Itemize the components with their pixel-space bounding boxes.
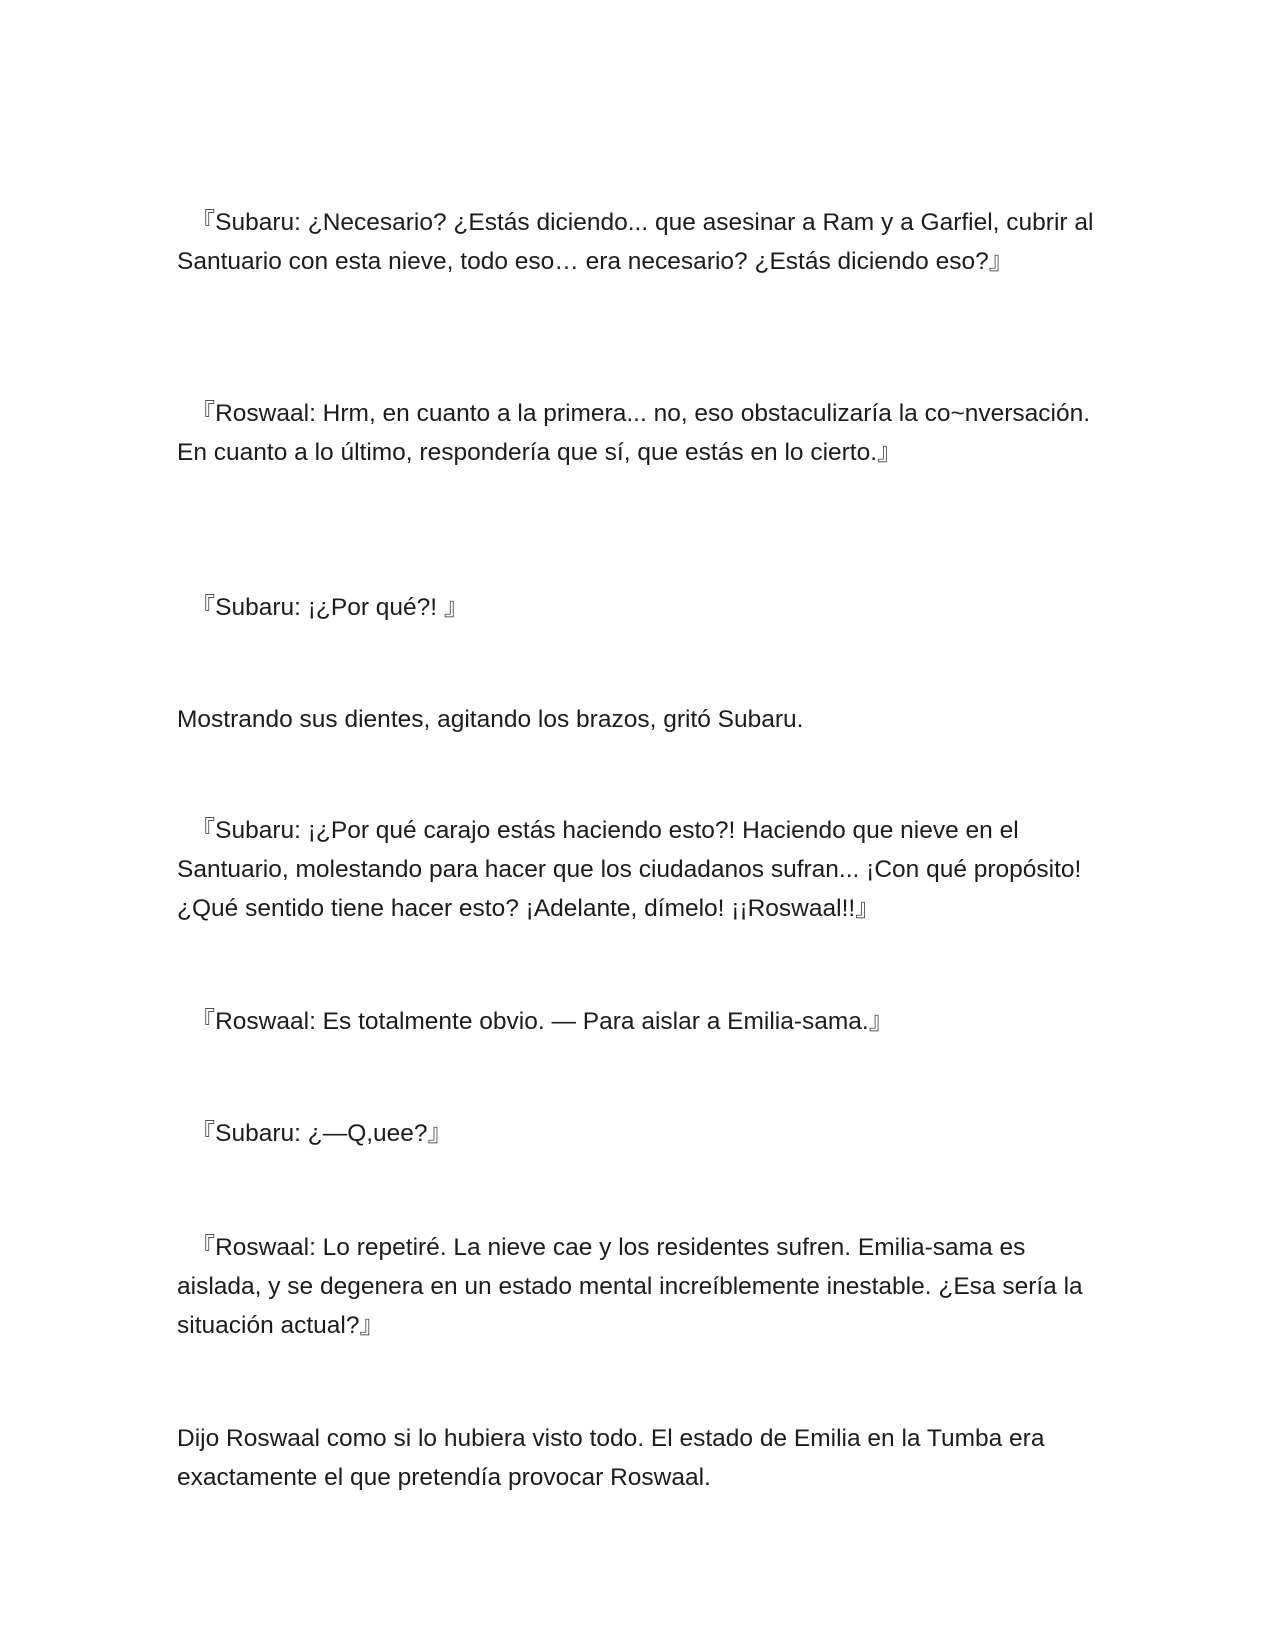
- dialogue-roswaal-repetire: 『Roswaal: Lo repetiré. La nieve cae y los residentes sufren. Emilia-sama es aislada, y se degenera en un estado mental increíblemente inestable. ¿Esa sería la situación actual?』: [177, 1234, 1083, 1339]
- dialogue-roswaal-primera: 『Roswaal: Hrm, en cuanto a la primera... no, eso obstaculizaría la co~nversación. En cuanto a lo último, respondería que sí, que estás en lo cierto.』: [177, 400, 1091, 466]
- narration-roswaal-visto: Dijo Roswaal como si lo hubiera visto todo. El estado de Emilia en la Tumba era exactamente el que pretendía provocar Roswaal.: [177, 1425, 1045, 1491]
- narration-subaru-grito: Mostrando sus dientes, agitando los brazos, gritó Subaru.: [177, 706, 804, 733]
- dialogue-subaru-necesario: 『Subaru: ¿Necesario? ¿Estás diciendo... que asesinar a Ram y a Garfiel, cubrir al Santuario con esta nieve, todo eso… era necesario? ¿Estás diciendo eso?』: [177, 209, 1094, 275]
- dialogue-subaru-por-que: 『Subaru: ¡¿Por qué?! 』: [177, 594, 469, 621]
- dialogue-roswaal-obvio: 『Roswaal: Es totalmente obvio. — Para aislar a Emilia-sama.』: [177, 1008, 894, 1035]
- dialogue-subaru-carajo: 『Subaru: ¡¿Por qué carajo estás haciendo esto?! Haciendo que nieve en el Santuario, molestando para hacer que los ciudadanos sufran... ¡Con qué propósito! ¿Qué sentido tiene hacer esto? ¡Adelante, dímelo! ¡¡Roswaal!!』: [177, 817, 1082, 922]
- dialogue-subaru-quee: 『Subaru: ¿—Q,uee?』: [177, 1120, 453, 1147]
